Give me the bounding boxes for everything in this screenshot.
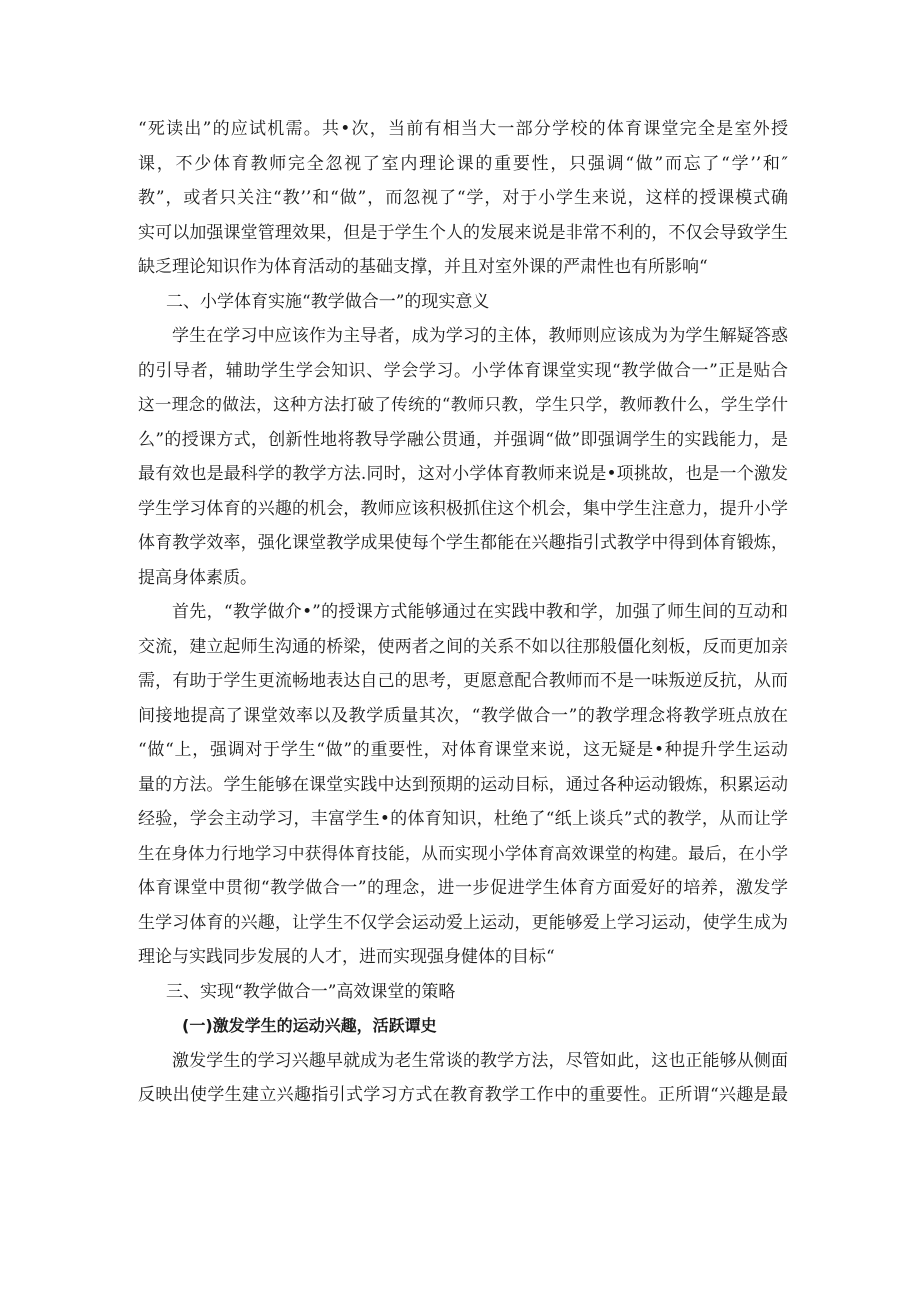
paragraph-1 [138, 112, 788, 285]
text-line: 生学习体育的兴趣，让学生不仅学会运动爱上运动，更能够爱上学习运动，使学生成为 [138, 912, 788, 933]
text-line: 的引导者，辅助学生学会知识、学会学习。小学体育课堂实现“教学做合一”正是贴合 [138, 360, 788, 381]
paragraph-4 [138, 1044, 788, 1113]
text-line: 学生在学习中应该作为主导者，成为学习的主体，教师则应该成为为学生解疑答惑 [172, 326, 788, 346]
text-line: 需，有助于学生更流畅地表达自己的思考，更愿意配合教师而不是一味叛逆反抗，从而 [138, 671, 788, 691]
subsection-heading-1: (一)激发学生的运动兴趣，活跃谭史 [182, 1016, 437, 1035]
paragraph-2 [138, 319, 788, 595]
text-line: 激发学生的学习兴趣早就成为老生常谈的教学方法，尽管如此，这也正能够从侧面 [172, 1050, 788, 1071]
section-heading-2: 二、小学体育实施“教学做合一”的现实意义 [166, 291, 490, 312]
text-line: “做“上，强调对于学生“做”的重要性，对体育课堂来说，这无疑是•种提升学生运动 [138, 740, 788, 760]
text-line: 反映出使学生建立兴趣指引式学习方式在教育教学工作中的重要性。正所谓“兴趣是最 [138, 1085, 788, 1105]
text-line: 体育课堂中贯彻“教学做合一”的理念，进一步促进学生体育方面爱好的培养，激发学 [138, 878, 788, 898]
text-line: 经验，学会主动学习，丰富学生•的体育知识，杜绝了“纸上谈兵”式的教学，从而让学 [138, 809, 788, 829]
text-line: 课，不少体育教师完全忽视了室内理论课的重要性，只强调“做”而忘了“学’’和″ [138, 153, 788, 174]
text-line: 最有效也是最科学的教学方法.同时，这对小学体育教师来说是•项挑故，也是一个激发 [138, 464, 788, 484]
text-line: 么”的授课方式，创新性地将教导学融公贯通，并强调“做”即强调学生的实践能力，是 [138, 429, 788, 450]
paragraph-3 [138, 595, 788, 975]
text-line: 教”，或者只关注“教’’和“做”，而忽视了“学，对于小学生来说，这样的授课模式确 [138, 188, 788, 208]
text-line: 实可以加强课堂管理效果，但是于学生个人的发展来说是非常不利的，不仅会导致学生 [138, 222, 788, 243]
text-line: 学生学习体育的兴趣的机会，教师应该积极抓住这个机会，集中学生注意力，提升小学 [138, 498, 788, 519]
text-line: 间接地提高了课堂效率以及教学质量其次，“教学做合一”的教学理念将教学班点放在 [138, 705, 788, 726]
text-line: 交流，建立起师生沟通的桥梁，使两者之间的关系不如以往那般僵化刻板，反而更加亲 [138, 636, 788, 657]
text-line: 生在身体力行地学习中获得体育技能，从而实现小学体育高效课堂的构建。最后，在小学 [138, 843, 788, 863]
text-line: 量的方法。学生能够在课堂实践中达到预期的运动目标，通过各种运动锻炼，积累运动 [138, 774, 788, 795]
text-line: 缺乏理论知识作为体育活动的基础支撑，并且对室外课的严肃性也有所影响“ [138, 257, 708, 277]
text-line: 理论与实践同步发展的人才，进而实现强身健体的目标“ [138, 947, 555, 967]
section-heading-3: 三、实现“教学做合一”高效课堂的策略 [166, 981, 456, 1002]
text-line: 首先，“教学做介•”的授课方式能够通过在实践中教和学，加强了师生间的互动和 [172, 602, 788, 622]
text-line: 体育教学效率，强化课堂教学成果使每个学生都能在兴趣指引式教学中得到体育锻炼， [138, 533, 788, 553]
text-line: 这一理念的做法，这种方法打破了传统的“教师只教，学生只学，教师教什么，学生学什 [138, 395, 788, 414]
document-body [138, 112, 788, 1113]
text-line: “死读出”的应试机需。共•次，当前有相当大一部分学校的体育课堂完全是室外授 [138, 119, 788, 139]
text-line: 提高身体素质。 [138, 567, 257, 588]
